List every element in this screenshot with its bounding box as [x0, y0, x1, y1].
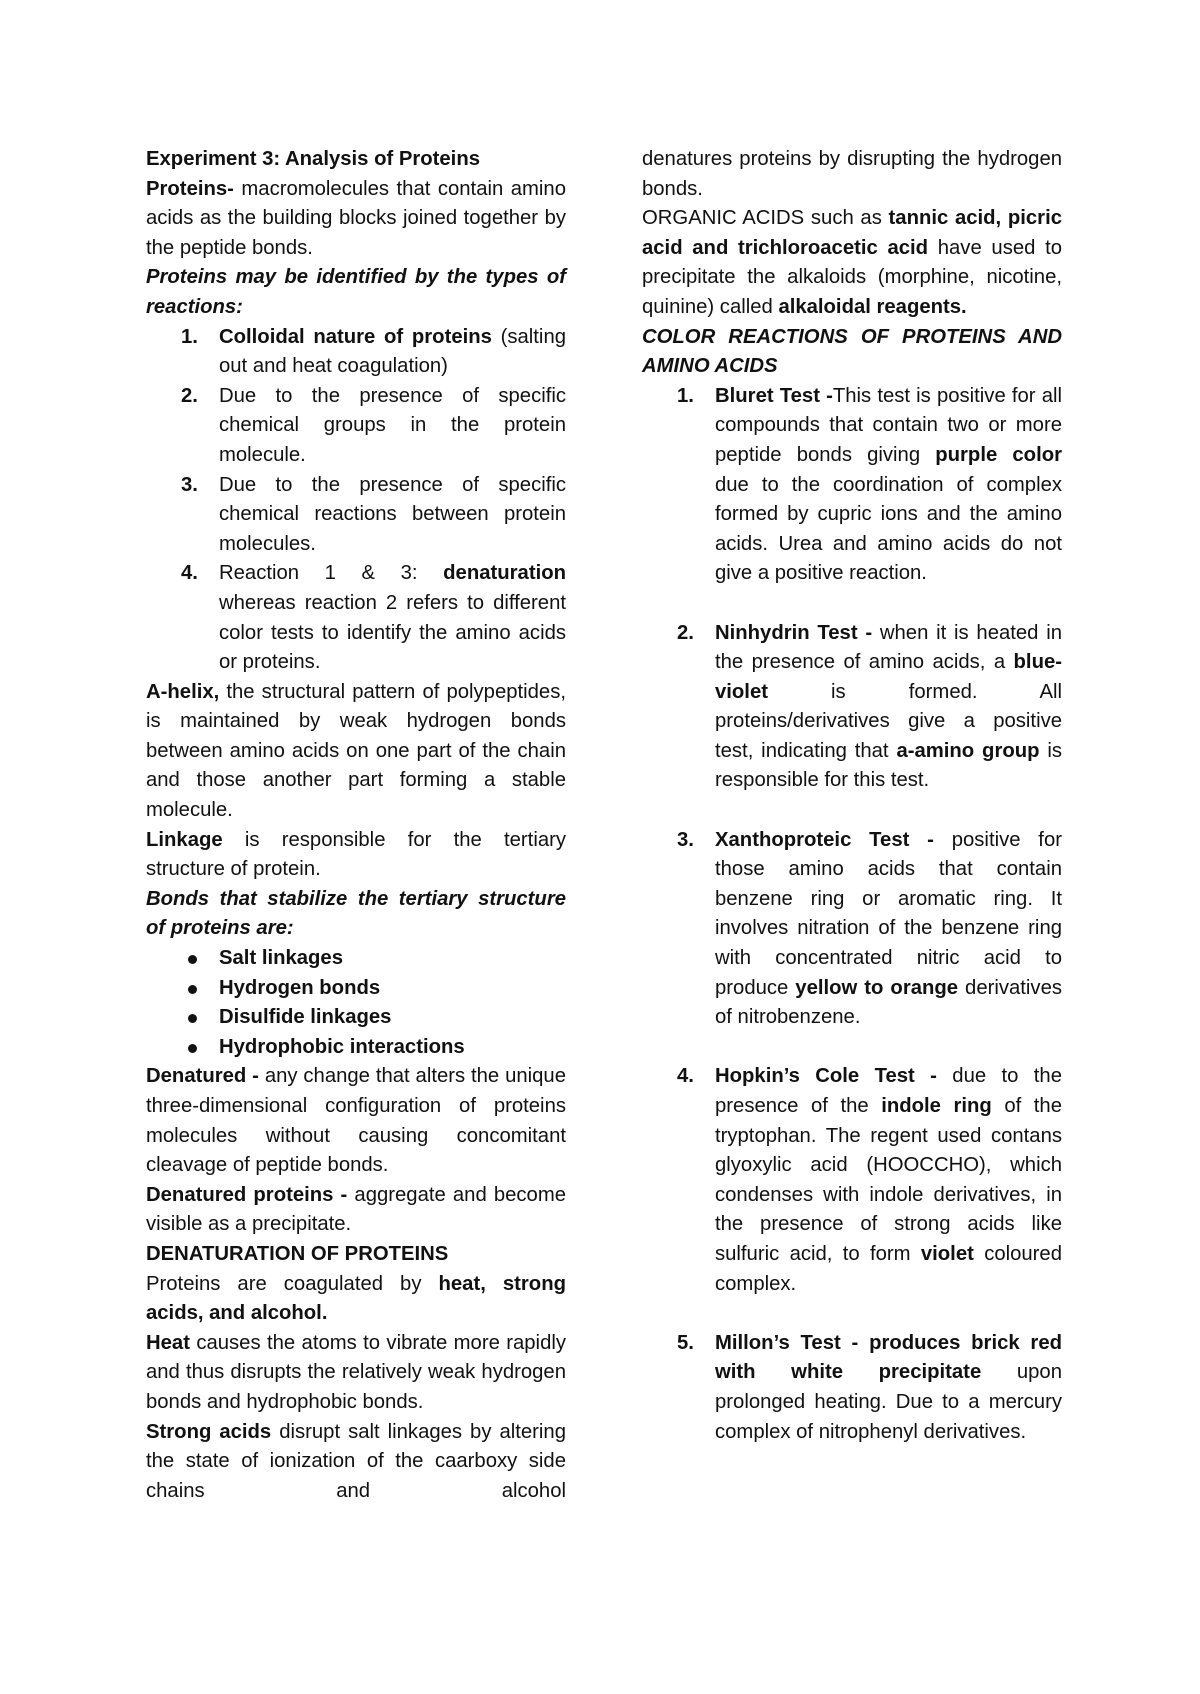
denatured-paragraph: Denatured - any change that alters the unique three-dimensional configuration of proteins molecules without causing concomitant cleavage of peptide bonds. [146, 1065, 566, 1177]
test-bold-text: Xanthoproteic Test - [715, 828, 934, 851]
color-reactions-heading: COLOR REACTIONS OF PROTEINS AND AMINO ACIDS [642, 325, 1062, 378]
test-number: 4. [677, 1065, 694, 1088]
list-item: Disulfide linkages [146, 1003, 566, 1033]
color-tests-list [642, 382, 1062, 1447]
test-text: due to the coordination of complex formed by cupric ions and the amino acids. Urea and amino acids do not give a positive reaction. [715, 473, 1062, 585]
test-number: 5. [677, 1331, 694, 1354]
test-text: This test is positive for all compounds that contain two or more peptide bonds giving [715, 384, 1062, 466]
list-spacer [642, 796, 1062, 826]
test-item [642, 382, 1062, 589]
test-item [642, 619, 1062, 797]
test-bold-text: violet [920, 1242, 974, 1265]
continued-paragraph: denatures proteins by disrupting the hydrogen bonds. [642, 148, 1062, 200]
bonds-list [146, 944, 566, 1062]
bullet-icon [188, 1044, 197, 1053]
test-text: positive for those amino acids that contain benzene ring or aromatic ring. It involves nitration of the benzene ring with concentrated nitric acid to produce [715, 828, 1062, 999]
test-bold-text: Ninhydrin Test - [715, 621, 873, 644]
proteins-definition: Proteins- macromolecules that contain amino acids as the building blocks joined together by the peptide bonds. [146, 177, 566, 259]
test-text: is formed. All proteins/derivatives give a positive test, indicating that [715, 680, 1062, 762]
list-item: Hydrogen bonds [146, 974, 566, 1004]
list-item: Salt linkages [146, 944, 566, 974]
test-bold-text: yellow to orange [795, 976, 959, 999]
list-spacer [642, 589, 1062, 619]
strong-acids-paragraph: Strong acids disrupt salt linkages by altering the state of ionization of the caarboxy side chains and alcohol [146, 1420, 566, 1502]
types-heading: Proteins may be identified by the types of reactions: [146, 266, 566, 318]
test-number: 1. [677, 384, 694, 407]
ahelix-paragraph: A-helix, the structural pattern of polypeptides, is maintained by weak hydrogen bonds between amino acids on one part of the chain and those another part forming a stable molecule. [146, 680, 566, 822]
organic-acids-paragraph: ORGANIC ACIDS such as tannic acid, picric acid and trichloroacetic acid have used to precipitate the alkaloids (morphine, nicotine, quinine) called alkaloidal reagents. [642, 207, 1063, 318]
bullet-icon [188, 955, 197, 964]
test-bold-text: purple color [935, 443, 1062, 466]
test-text: coloured complex. [715, 1242, 1062, 1295]
heat-paragraph: Heat causes the atoms to vibrate more rapidly and thus disrupts the relatively weak hydrogen bonds and hydrophobic bonds. [146, 1331, 566, 1413]
test-item [642, 826, 1062, 1033]
test-item [642, 1329, 1062, 1447]
list-item: 4. Reaction 1 & 3: denaturation whereas reaction 2 refers to different color tests to identify the amino acids or proteins. [181, 562, 566, 674]
bullet-icon [188, 985, 197, 994]
test-text: of the tryptophan. The regent used contans glyoxylic acid (HOOCCHO), which condenses with indole derivatives, in the presence of strong acids like sulfuric acid, to form [715, 1095, 1062, 1265]
test-bold-text: blue-violet [715, 651, 1062, 703]
list-item: 1. Colloidal nature of proteins (salting out and heat coagulation) [181, 325, 566, 378]
denatured-proteins-paragraph: Denatured proteins - aggregate and become visible as a precipitate. [146, 1183, 566, 1236]
list-item: Hydrophobic interactions [146, 1033, 566, 1063]
test-number: 3. [677, 828, 694, 851]
list-item: 3. Due to the presence of specific chemical reactions between protein molecules. [181, 473, 566, 555]
test-text: is responsible for this test. [715, 739, 1063, 792]
denaturation-heading: DENATURATION OF PROTEINS [146, 1242, 449, 1265]
test-number: 2. [677, 621, 694, 644]
test-text: due to the presence of the [715, 1065, 1062, 1117]
linkage-paragraph: Linkage is responsible for the tertiary structure of protein. [146, 828, 566, 881]
right-column [642, 145, 1062, 1447]
left-column [146, 145, 566, 1506]
reaction-types-list [146, 323, 566, 678]
test-bold-text: Millon’s Test - produces brick red with white precipitate [715, 1331, 1062, 1384]
test-text: when it is heated in the presence of amino acids, a [715, 621, 1062, 674]
document-title: Experiment 3: Analysis of Proteins [146, 148, 480, 170]
test-item [642, 1062, 1062, 1299]
list-item: 2. Due to the presence of specific chemical groups in the protein molecule. [181, 384, 566, 466]
test-bold-text: a-amino group [896, 739, 1040, 762]
test-bold-text: indole ring [881, 1095, 992, 1117]
test-text: upon prolonged heating. Due to a mercury complex of nitrophenyl derivatives. [715, 1361, 1062, 1443]
bonds-heading: Bonds that stabilize the tertiary structure of proteins are: [146, 887, 566, 940]
test-bold-text: Bluret Test - [715, 384, 833, 407]
list-spacer [642, 1033, 1062, 1063]
coagulation-paragraph: Proteins are coagulated by heat, strong acids, and alcohol. [146, 1272, 566, 1325]
test-text: derivatives of nitrobenzene. [715, 976, 1062, 1029]
list-spacer [642, 1299, 1062, 1329]
bullet-icon [188, 1014, 197, 1023]
test-bold-text: Hopkin’s Cole Test - [715, 1065, 937, 1088]
